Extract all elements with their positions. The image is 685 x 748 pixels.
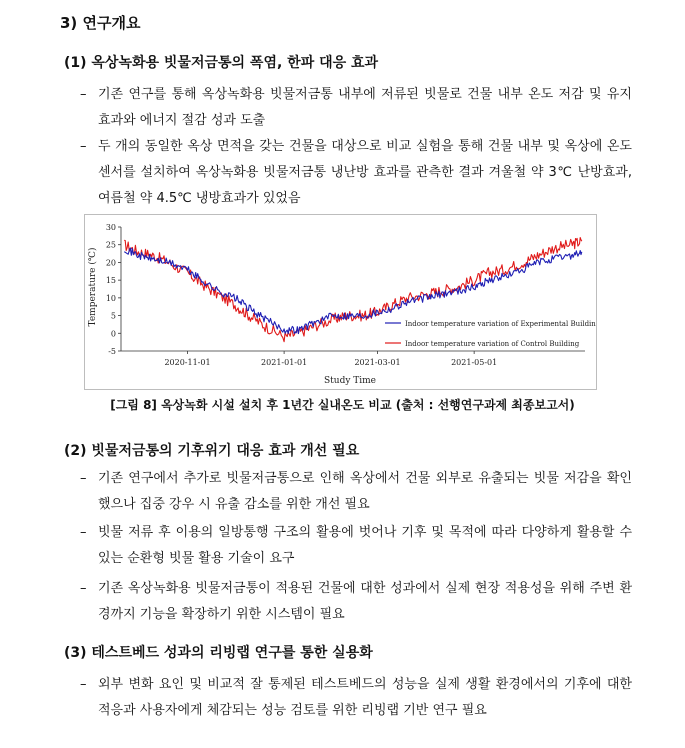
subsection-title-3: (3) 테스트베드 성과의 리빙랩 연구를 통한 실용화 — [64, 645, 373, 661]
y-tick-label: 0 — [110, 329, 116, 339]
bullet-dash: – — [80, 471, 87, 486]
temperature-chart-figure — [84, 214, 597, 390]
y-tick-label: 15 — [105, 276, 116, 286]
section-title: 3) 연구개요 — [60, 14, 141, 32]
bullet-text: 기존 옥상녹화용 빗물저금통이 적용된 건물에 대한 성과에서 실제 현장 적용성을 위해 주변 환경까지 기능을 확장하기 위한 시스템이 필요 — [98, 581, 632, 622]
bullet-text: 두 개의 동일한 옥상 면적을 갖는 건물을 대상으로 비교 실험을 통해 건물 내부 및 옥상에 온도 센서를 설치하여 옥상녹화용 빗물저금통 냉난방 효과를 관측한 결과 겨울철 약 3℃ 난방효과, 여름철 약 4.5℃ 냉방효과가 있었음 — [98, 139, 632, 206]
y-tick-label: 25 — [105, 240, 116, 250]
bullet-dash: – — [80, 525, 87, 540]
subsection-title-2: (2) 빗물저금통의 기후위기 대응 효과 개선 필요 — [64, 443, 360, 459]
y-tick-label: 20 — [105, 258, 116, 268]
subsection-title-1: (1) 옥상녹화용 빗물저금통의 폭염, 한파 대응 효과 — [64, 55, 379, 71]
bullet-2-3 — [80, 576, 632, 628]
bullet-dash: – — [80, 139, 87, 154]
x-axis-label: Study Time — [323, 376, 377, 386]
bullet-dash: – — [80, 677, 87, 692]
y-axis-label: Temperature (℃) — [88, 247, 98, 327]
temperature-line-chart — [85, 215, 596, 389]
y-tick-label: -5 — [108, 347, 116, 356]
legend-label-1: Indoor temperature variation of Control Building — [405, 340, 580, 348]
x-tick-label: 2021-05-01 — [451, 358, 498, 367]
bullet-2-1 — [80, 466, 632, 518]
x-tick-label: 2021-03-01 — [354, 358, 401, 367]
legend-label-0: Indoor temperature variation of Experimental Building — [405, 320, 596, 328]
bullet-dash: – — [80, 581, 87, 596]
bullet-dash: – — [80, 87, 87, 102]
x-tick-label: 2021-01-01 — [261, 358, 308, 367]
y-tick-label: 30 — [105, 223, 116, 232]
bullet-text: 기존 연구를 통해 옥상녹화용 빗물저금통 내부에 저류된 빗물로 건물 내부 온도 저감 및 유지 효과와 에너지 절감 성과 도출 — [98, 87, 632, 128]
bullet-1-1 — [80, 82, 632, 134]
figure-caption: [그림 8] 옥상녹화 시설 설치 후 1년간 실내온도 비교 (출처 : 선행연구과제 최종보고서) — [110, 398, 575, 412]
bullet-3-1 — [80, 672, 632, 724]
y-tick-label: 10 — [105, 293, 116, 303]
chart-legend — [385, 320, 596, 348]
bullet-text: 빗물 저류 후 이용의 일방통행 구조의 활용에 벗어나 기후 및 목적에 따라 다양하게 활용할 수 있는 순환형 빗물 활용 기술이 요구 — [98, 525, 632, 566]
y-tick-label: 5 — [110, 311, 116, 321]
x-tick-label: 2020-11-01 — [164, 358, 211, 367]
bullet-2-2 — [80, 520, 632, 572]
bullet-1-2 — [80, 134, 632, 212]
bullet-text: 외부 변화 요인 및 비교적 잘 통제된 테스트베드의 성능을 실제 생활 환경에서의 기후에 대한 적응과 사용자에게 체감되는 성능 검토를 위한 리빙랩 기반 연구 필요 — [98, 677, 632, 718]
bullet-text: 기존 연구에서 추가로 빗물저금통으로 인해 옥상에서 건물 외부로 유출되는 빗물 저감을 확인했으나 집중 강우 시 유출 감소를 위한 개선 필요 — [98, 471, 632, 512]
